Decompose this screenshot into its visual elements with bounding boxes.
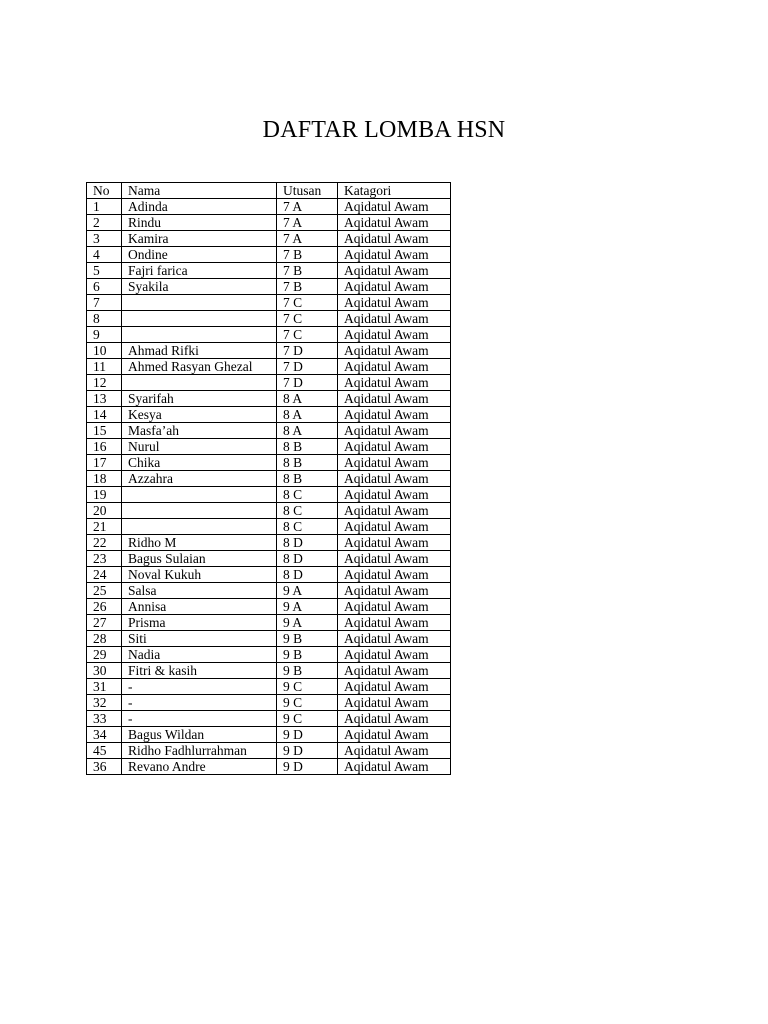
cell-katagori: Aqidatul Awam	[338, 535, 451, 551]
cell-nama: Azzahra	[122, 471, 277, 487]
cell-katagori: Aqidatul Awam	[338, 759, 451, 775]
cell-no: 11	[87, 359, 122, 375]
cell-katagori: Aqidatul Awam	[338, 295, 451, 311]
cell-utusan: 7 A	[277, 199, 338, 215]
cell-no: 15	[87, 423, 122, 439]
cell-no: 25	[87, 583, 122, 599]
table-row	[87, 295, 451, 311]
cell-no: 30	[87, 663, 122, 679]
cell-nama: Siti	[122, 631, 277, 647]
cell-no: 12	[87, 375, 122, 391]
cell-katagori: Aqidatul Awam	[338, 391, 451, 407]
cell-utusan: 9 B	[277, 631, 338, 647]
cell-nama: Rindu	[122, 215, 277, 231]
cell-no: 7	[87, 295, 122, 311]
cell-katagori: Aqidatul Awam	[338, 263, 451, 279]
cell-nama: Bagus Sulaian	[122, 551, 277, 567]
table-row	[87, 711, 451, 727]
cell-no: 10	[87, 343, 122, 359]
cell-katagori: Aqidatul Awam	[338, 407, 451, 423]
document-title: DAFTAR LOMBA HSN	[262, 117, 506, 143]
table-row	[87, 423, 451, 439]
table-row	[87, 407, 451, 423]
cell-utusan: 9 B	[277, 663, 338, 679]
table-row	[87, 487, 451, 503]
cell-nama	[122, 503, 277, 519]
cell-katagori: Aqidatul Awam	[338, 551, 451, 567]
table-row	[87, 759, 451, 775]
participant-table	[86, 182, 451, 775]
cell-katagori: Aqidatul Awam	[338, 727, 451, 743]
cell-nama: Kesya	[122, 407, 277, 423]
cell-katagori: Aqidatul Awam	[338, 711, 451, 727]
table-body	[87, 199, 451, 775]
cell-no: 14	[87, 407, 122, 423]
cell-katagori: Aqidatul Awam	[338, 343, 451, 359]
table-row	[87, 199, 451, 215]
cell-utusan: 8 B	[277, 439, 338, 455]
cell-nama: Syarifah	[122, 391, 277, 407]
cell-nama	[122, 311, 277, 327]
column-header-nama: Nama	[122, 183, 277, 199]
cell-nama: -	[122, 679, 277, 695]
table-row	[87, 279, 451, 295]
cell-katagori: Aqidatul Awam	[338, 519, 451, 535]
cell-utusan: 7 A	[277, 231, 338, 247]
cell-utusan: 8 A	[277, 423, 338, 439]
cell-utusan: 9 A	[277, 599, 338, 615]
cell-nama	[122, 519, 277, 535]
cell-no: 26	[87, 599, 122, 615]
table-row	[87, 471, 451, 487]
cell-utusan: 8 B	[277, 455, 338, 471]
table-row	[87, 743, 451, 759]
cell-katagori: Aqidatul Awam	[338, 599, 451, 615]
cell-nama: Kamira	[122, 231, 277, 247]
cell-nama: Nadia	[122, 647, 277, 663]
cell-nama: Fajri farica	[122, 263, 277, 279]
column-header-no: No	[87, 183, 122, 199]
cell-katagori: Aqidatul Awam	[338, 679, 451, 695]
cell-nama	[122, 375, 277, 391]
cell-no: 21	[87, 519, 122, 535]
column-header-utusan: Utusan	[277, 183, 338, 199]
cell-nama: Prisma	[122, 615, 277, 631]
cell-katagori: Aqidatul Awam	[338, 647, 451, 663]
cell-utusan: 8 D	[277, 551, 338, 567]
cell-no: 23	[87, 551, 122, 567]
cell-no: 8	[87, 311, 122, 327]
cell-nama: -	[122, 711, 277, 727]
cell-no: 4	[87, 247, 122, 263]
cell-nama: Ridho Fadhlurrahman	[122, 743, 277, 759]
cell-utusan: 7 D	[277, 375, 338, 391]
table-row	[87, 503, 451, 519]
cell-no: 28	[87, 631, 122, 647]
cell-katagori: Aqidatul Awam	[338, 327, 451, 343]
cell-no: 31	[87, 679, 122, 695]
cell-katagori: Aqidatul Awam	[338, 375, 451, 391]
table-row	[87, 391, 451, 407]
table-header-row	[87, 183, 451, 199]
table-row	[87, 375, 451, 391]
table-row	[87, 455, 451, 471]
cell-katagori: Aqidatul Awam	[338, 471, 451, 487]
cell-no: 27	[87, 615, 122, 631]
table-row	[87, 583, 451, 599]
table-row	[87, 727, 451, 743]
cell-utusan: 9 C	[277, 711, 338, 727]
cell-no: 6	[87, 279, 122, 295]
table-row	[87, 247, 451, 263]
cell-katagori: Aqidatul Awam	[338, 439, 451, 455]
table-row	[87, 519, 451, 535]
table-row	[87, 567, 451, 583]
cell-utusan: 7 B	[277, 263, 338, 279]
cell-nama: Noval Kukuh	[122, 567, 277, 583]
cell-katagori: Aqidatul Awam	[338, 231, 451, 247]
cell-no: 33	[87, 711, 122, 727]
table-row	[87, 679, 451, 695]
cell-katagori: Aqidatul Awam	[338, 743, 451, 759]
cell-nama: Salsa	[122, 583, 277, 599]
cell-nama	[122, 327, 277, 343]
cell-katagori: Aqidatul Awam	[338, 215, 451, 231]
cell-nama: -	[122, 695, 277, 711]
table-row	[87, 311, 451, 327]
cell-no: 5	[87, 263, 122, 279]
cell-utusan: 9 D	[277, 743, 338, 759]
cell-no: 17	[87, 455, 122, 471]
cell-nama	[122, 295, 277, 311]
cell-katagori: Aqidatul Awam	[338, 247, 451, 263]
cell-nama: Chika	[122, 455, 277, 471]
cell-katagori: Aqidatul Awam	[338, 359, 451, 375]
cell-utusan: 8 D	[277, 535, 338, 551]
cell-nama: Revano Andre	[122, 759, 277, 775]
table-row	[87, 327, 451, 343]
cell-katagori: Aqidatul Awam	[338, 695, 451, 711]
cell-katagori: Aqidatul Awam	[338, 279, 451, 295]
cell-nama	[122, 487, 277, 503]
cell-no: 24	[87, 567, 122, 583]
table-row	[87, 215, 451, 231]
cell-no: 9	[87, 327, 122, 343]
table-row	[87, 359, 451, 375]
table-row	[87, 231, 451, 247]
cell-utusan: 8 A	[277, 407, 338, 423]
cell-katagori: Aqidatul Awam	[338, 631, 451, 647]
table-row	[87, 343, 451, 359]
table-row	[87, 615, 451, 631]
cell-no: 2	[87, 215, 122, 231]
cell-no: 32	[87, 695, 122, 711]
cell-utusan: 9 A	[277, 615, 338, 631]
cell-utusan: 7 A	[277, 215, 338, 231]
cell-no: 19	[87, 487, 122, 503]
column-header-katagori: Katagori	[338, 183, 451, 199]
cell-nama: Syakila	[122, 279, 277, 295]
cell-utusan: 9 C	[277, 695, 338, 711]
table-row	[87, 695, 451, 711]
cell-nama: Nurul	[122, 439, 277, 455]
cell-no: 1	[87, 199, 122, 215]
table-row	[87, 535, 451, 551]
table-row	[87, 631, 451, 647]
cell-katagori: Aqidatul Awam	[338, 455, 451, 471]
cell-nama: Annisa	[122, 599, 277, 615]
cell-no: 16	[87, 439, 122, 455]
cell-utusan: 9 B	[277, 647, 338, 663]
cell-utusan: 8 C	[277, 503, 338, 519]
cell-nama: Fitri & kasih	[122, 663, 277, 679]
cell-utusan: 7 C	[277, 311, 338, 327]
cell-utusan: 8 B	[277, 471, 338, 487]
table-row	[87, 551, 451, 567]
cell-no: 13	[87, 391, 122, 407]
cell-katagori: Aqidatul Awam	[338, 615, 451, 631]
cell-katagori: Aqidatul Awam	[338, 199, 451, 215]
cell-no: 20	[87, 503, 122, 519]
cell-nama: Masfa’ah	[122, 423, 277, 439]
cell-no: 29	[87, 647, 122, 663]
cell-utusan: 8 D	[277, 567, 338, 583]
cell-katagori: Aqidatul Awam	[338, 583, 451, 599]
cell-utusan: 8 C	[277, 487, 338, 503]
cell-nama: Ridho M	[122, 535, 277, 551]
table-row	[87, 439, 451, 455]
cell-utusan: 9 D	[277, 759, 338, 775]
cell-utusan: 7 B	[277, 247, 338, 263]
cell-utusan: 7 D	[277, 343, 338, 359]
cell-no: 18	[87, 471, 122, 487]
cell-utusan: 8 C	[277, 519, 338, 535]
cell-no: 36	[87, 759, 122, 775]
cell-no: 34	[87, 727, 122, 743]
table-row	[87, 263, 451, 279]
cell-katagori: Aqidatul Awam	[338, 567, 451, 583]
cell-katagori: Aqidatul Awam	[338, 663, 451, 679]
cell-utusan: 7 C	[277, 295, 338, 311]
cell-utusan: 7 D	[277, 359, 338, 375]
cell-nama: Ahmed Rasyan Ghezal	[122, 359, 277, 375]
cell-nama: Adinda	[122, 199, 277, 215]
cell-utusan: 9 D	[277, 727, 338, 743]
cell-nama: Ahmad Rifki	[122, 343, 277, 359]
cell-utusan: 7 C	[277, 327, 338, 343]
cell-utusan: 7 B	[277, 279, 338, 295]
cell-katagori: Aqidatul Awam	[338, 311, 451, 327]
cell-no: 3	[87, 231, 122, 247]
cell-no: 22	[87, 535, 122, 551]
cell-no: 45	[87, 743, 122, 759]
table-row	[87, 647, 451, 663]
table-row	[87, 599, 451, 615]
cell-utusan: 9 A	[277, 583, 338, 599]
cell-katagori: Aqidatul Awam	[338, 423, 451, 439]
cell-utusan: 8 A	[277, 391, 338, 407]
cell-katagori: Aqidatul Awam	[338, 503, 451, 519]
cell-nama: Ondine	[122, 247, 277, 263]
cell-utusan: 9 C	[277, 679, 338, 695]
cell-katagori: Aqidatul Awam	[338, 487, 451, 503]
cell-nama: Bagus Wildan	[122, 727, 277, 743]
table-row	[87, 663, 451, 679]
